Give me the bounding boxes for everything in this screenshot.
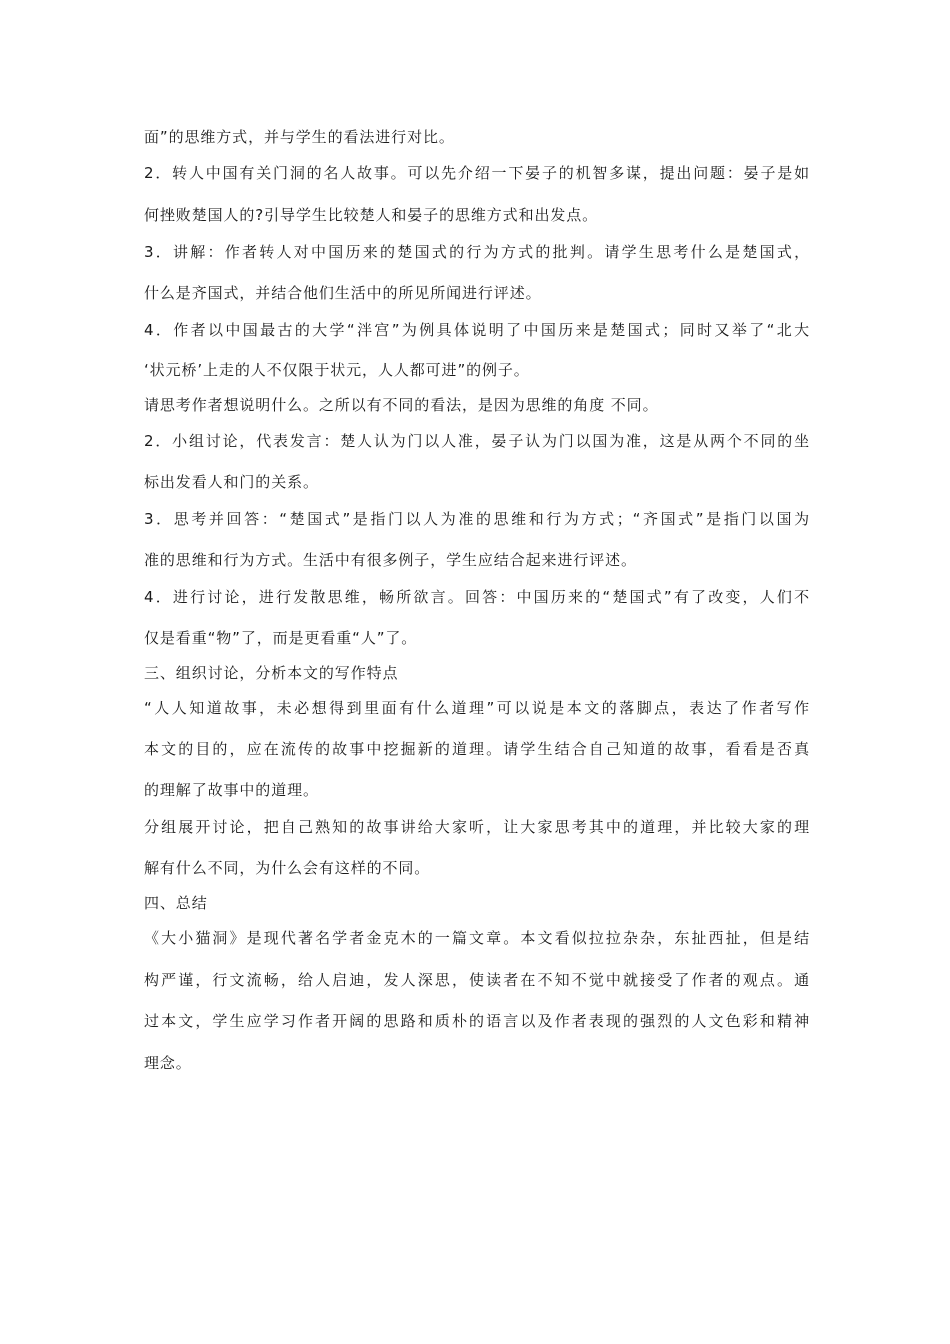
text-line: 《大小猫洞》是现代著名学者金克木的一篇文章。本文看似拉拉杂杂，东扯西扯，但是结 (144, 929, 810, 947)
text-line: 面”的思维方式，并与学生的看法进行对比。 (144, 128, 455, 146)
text-line: 2．转人中国有关门洞的名人故事。可以先介绍一下晏子的机智多谋，提出问题：晏子是如 (144, 164, 810, 182)
section-heading: 三、组织讨论，分析本文的写作特点 (144, 664, 399, 682)
text-line: 标出发看人和门的关系。 (144, 473, 319, 491)
text-line: 构严谨，行文流畅，给人启迪，发人深思，使读者在不知不觉中就接受了作者的观点。通 (144, 971, 810, 989)
text-line: ‘状元桥’上走的人不仅限于状元，人人都可进”的例子。 (144, 361, 530, 379)
text-line: 请思考作者想说明什么。之所以有不同的看法，是因为思维的角度 不同。 (144, 396, 659, 414)
text-line: 4．作者以中国最古的大学“泮宫”为例具体说明了中国历来是楚国式；同时又举了“北大 (144, 321, 810, 339)
text-line: 什么是齐国式，并结合他们生活中的所见所闻进行评述。 (144, 284, 542, 302)
text-line: 的理解了故事中的道理。 (144, 781, 319, 799)
text-line: 3．思考并回答：“楚国式”是指门以人为准的思维和行为方式；“齐国式”是指门以国为 (144, 510, 810, 528)
text-line: 4．进行讨论，进行发散思维，畅所欲言。回答：中国历来的“楚国式”有了改变，人们不 (144, 588, 810, 606)
section-heading: 四、总结 (144, 894, 208, 912)
text-line: 何挫败楚国人的?引导学生比较楚人和晏子的思维方式和出发点。 (144, 206, 599, 224)
text-line: “人人知道故事，未必想得到里面有什么道理”可以说是本文的落脚点，表达了作者写作 (144, 699, 810, 717)
text-line: 仅是看重“物”了，而是更看重“人”了。 (144, 629, 418, 647)
text-line: 理念。 (144, 1054, 192, 1072)
text-line: 2．小组讨论，代表发言：楚人认为门以人准，晏子认为门以国为准，这是从两个不同的坐 (144, 432, 810, 450)
text-line: 3．讲解：作者转人对中国历来的楚国式的行为方式的批判。请学生思考什么是楚国式， (144, 243, 810, 261)
text-line: 本文的目的，应在流传的故事中挖掘新的道理。请学生结合自己知道的故事，看看是否真 (144, 740, 810, 758)
text-line: 解有什么不同，为什么会有这样的不同。 (144, 859, 431, 877)
text-line: 过本文，学生应学习作者开阔的思路和质朴的语言以及作者表现的强烈的人文色彩和精神 (144, 1012, 810, 1030)
text-line: 分组展开讨论，把自己熟知的故事讲给大家听，让大家思考其中的道理，并比较大家的理 (144, 818, 810, 836)
text-line: 准的思维和行为方式。生活中有很多例子，学生应结合起来进行评述。 (144, 551, 637, 569)
